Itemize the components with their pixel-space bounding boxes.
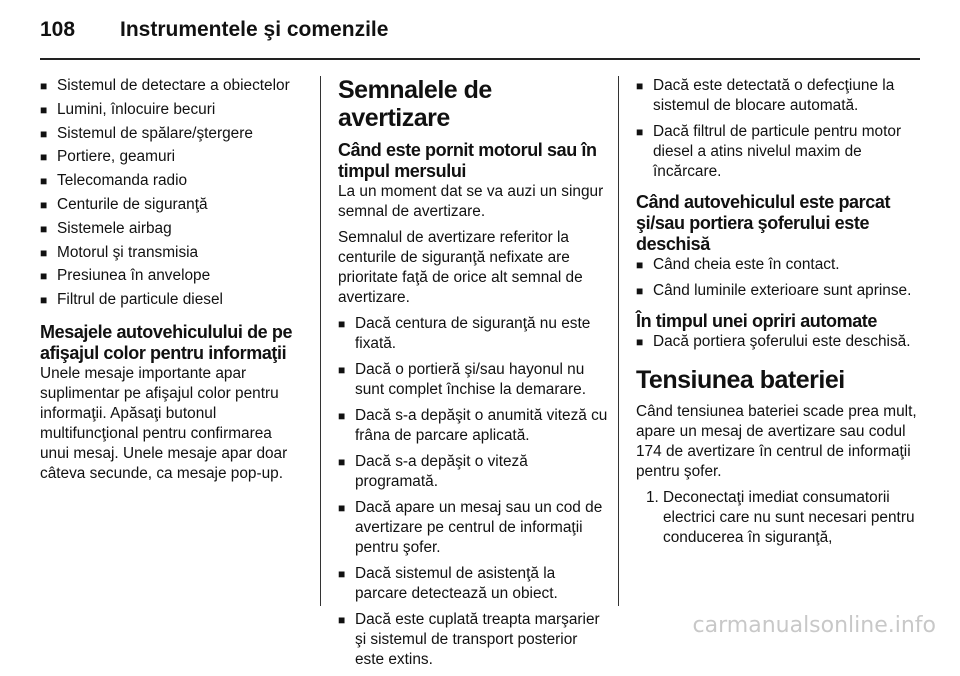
page-header [40,18,920,58]
paragraph: Unele mesaje importante apar suplimentar pe afişajul color pentru informaţii. Apăsaţi butonul multifuncţional pentru confirmarea unui mesaj. Unele mesaje apar doar câteva secunde, ca mesaje pop-up. [40,365,288,483]
paragraph: Semnalul de avertizare referitor la centurile de siguranţă nefixate are prioritate faţă de orice alt semnal de avertizare. [338,229,583,306]
page-title: Instrumentele şi comenzile [120,18,389,41]
list-item: ■ Dacă apare un mesaj sau un cod de avertizare pe centrul de informaţii pentru şofer. [338,498,608,558]
header-rule [40,58,920,60]
section-heading-battery-voltage: Tensiunea bateriei [636,366,845,394]
step-item [646,488,926,548]
warning-conditions-list [338,314,608,670]
list-item: ■ Dacă o portieră şi/sau hayonul nu sunt complet închise la demarare. [338,360,608,400]
system-list [40,76,304,310]
list-item: ■ Dacă este detectată o defecţiune la sistemul de blocare automată. [636,76,926,116]
list-item: ■ Dacă este cuplată treapta marşarier şi sistemul de transport posterior este extins. [338,610,608,670]
section-heading-warning-signals: Semnalele de avertizare [338,76,492,132]
list-item: ■ Dacă sistemul de asistenţă la parcare detectează un obiect. [338,564,608,604]
list-item: ■ Centurile de siguranţă [40,195,304,215]
list-item: ■ Presiunea în anvelope [40,266,304,286]
subheading-autostop: În timpul unei opriri automate [636,311,878,331]
column-divider-1 [320,76,321,606]
list-item: ■ Dacă portiera şoferului este deschisă. [636,332,926,352]
paragraph: La un moment dat se va auzi un singur semnal de avertizare. [338,183,604,220]
section-heading-vehicle-messages: Mesajele autovehiculului de pe afişajul color pentru informaţii [40,322,293,364]
page-number: 108 [40,18,76,41]
column-2 [338,76,608,676]
list-item: ■ Filtrul de particule diesel [40,290,304,310]
list-item: ■ Motorul şi transmisia [40,243,304,263]
list-item: ■ Sistemul de detectare a obiectelor [40,76,304,96]
paragraph: Când tensiunea bateriei scade prea mult, apare un mesaj de avertizare sau codul 174 de avertizare în centrul de informaţii pentru şofer. [636,403,917,480]
list-item: ■ Dacă s-a depăşit o viteză programată. [338,452,608,492]
list-item: ■ Dacă centura de siguranţă nu este fixată. [338,314,608,354]
list-item: ■ Portiere, geamuri [40,147,304,167]
step-number: 1. [646,489,659,506]
list-item: ■ Dacă filtrul de particule pentru motor diesel a atins nivelul maxim de încărcare. [636,122,926,182]
subheading-engine-running: Când este pornit motorul sau în timpul mersului [338,140,597,181]
list-item: ■ Când luminile exterioare sunt aprinse. [636,281,926,301]
column-divider-2 [618,76,619,606]
warning-conditions-list-continued [636,76,926,182]
list-item: ■ Sistemul de spălare/ştergere [40,124,304,144]
subheading-parked: Când autovehiculul este parcat şi/sau portiera şoferului este deschisă [636,192,891,254]
step-text: Deconectaţi imediat consumatorii electrici care nu sunt necesari pentru conducerea în siguranţă, [663,489,915,546]
list-item: ■ Dacă s-a depăşit o anumită viteză cu frâna de parcare aplicată. [338,406,608,446]
autostop-conditions-list [636,332,926,352]
column-3 [636,76,926,548]
watermark: carmanualsonline.info [692,613,936,638]
steps-list [636,488,926,548]
list-item: ■ Telecomanda radio [40,171,304,191]
column-1 [40,76,304,490]
list-item: ■ Când cheia este în contact. [636,255,926,275]
list-item: ■ Sistemele airbag [40,219,304,239]
parked-conditions-list [636,255,926,301]
list-item: ■ Lumini, înlocuire becuri [40,100,304,120]
